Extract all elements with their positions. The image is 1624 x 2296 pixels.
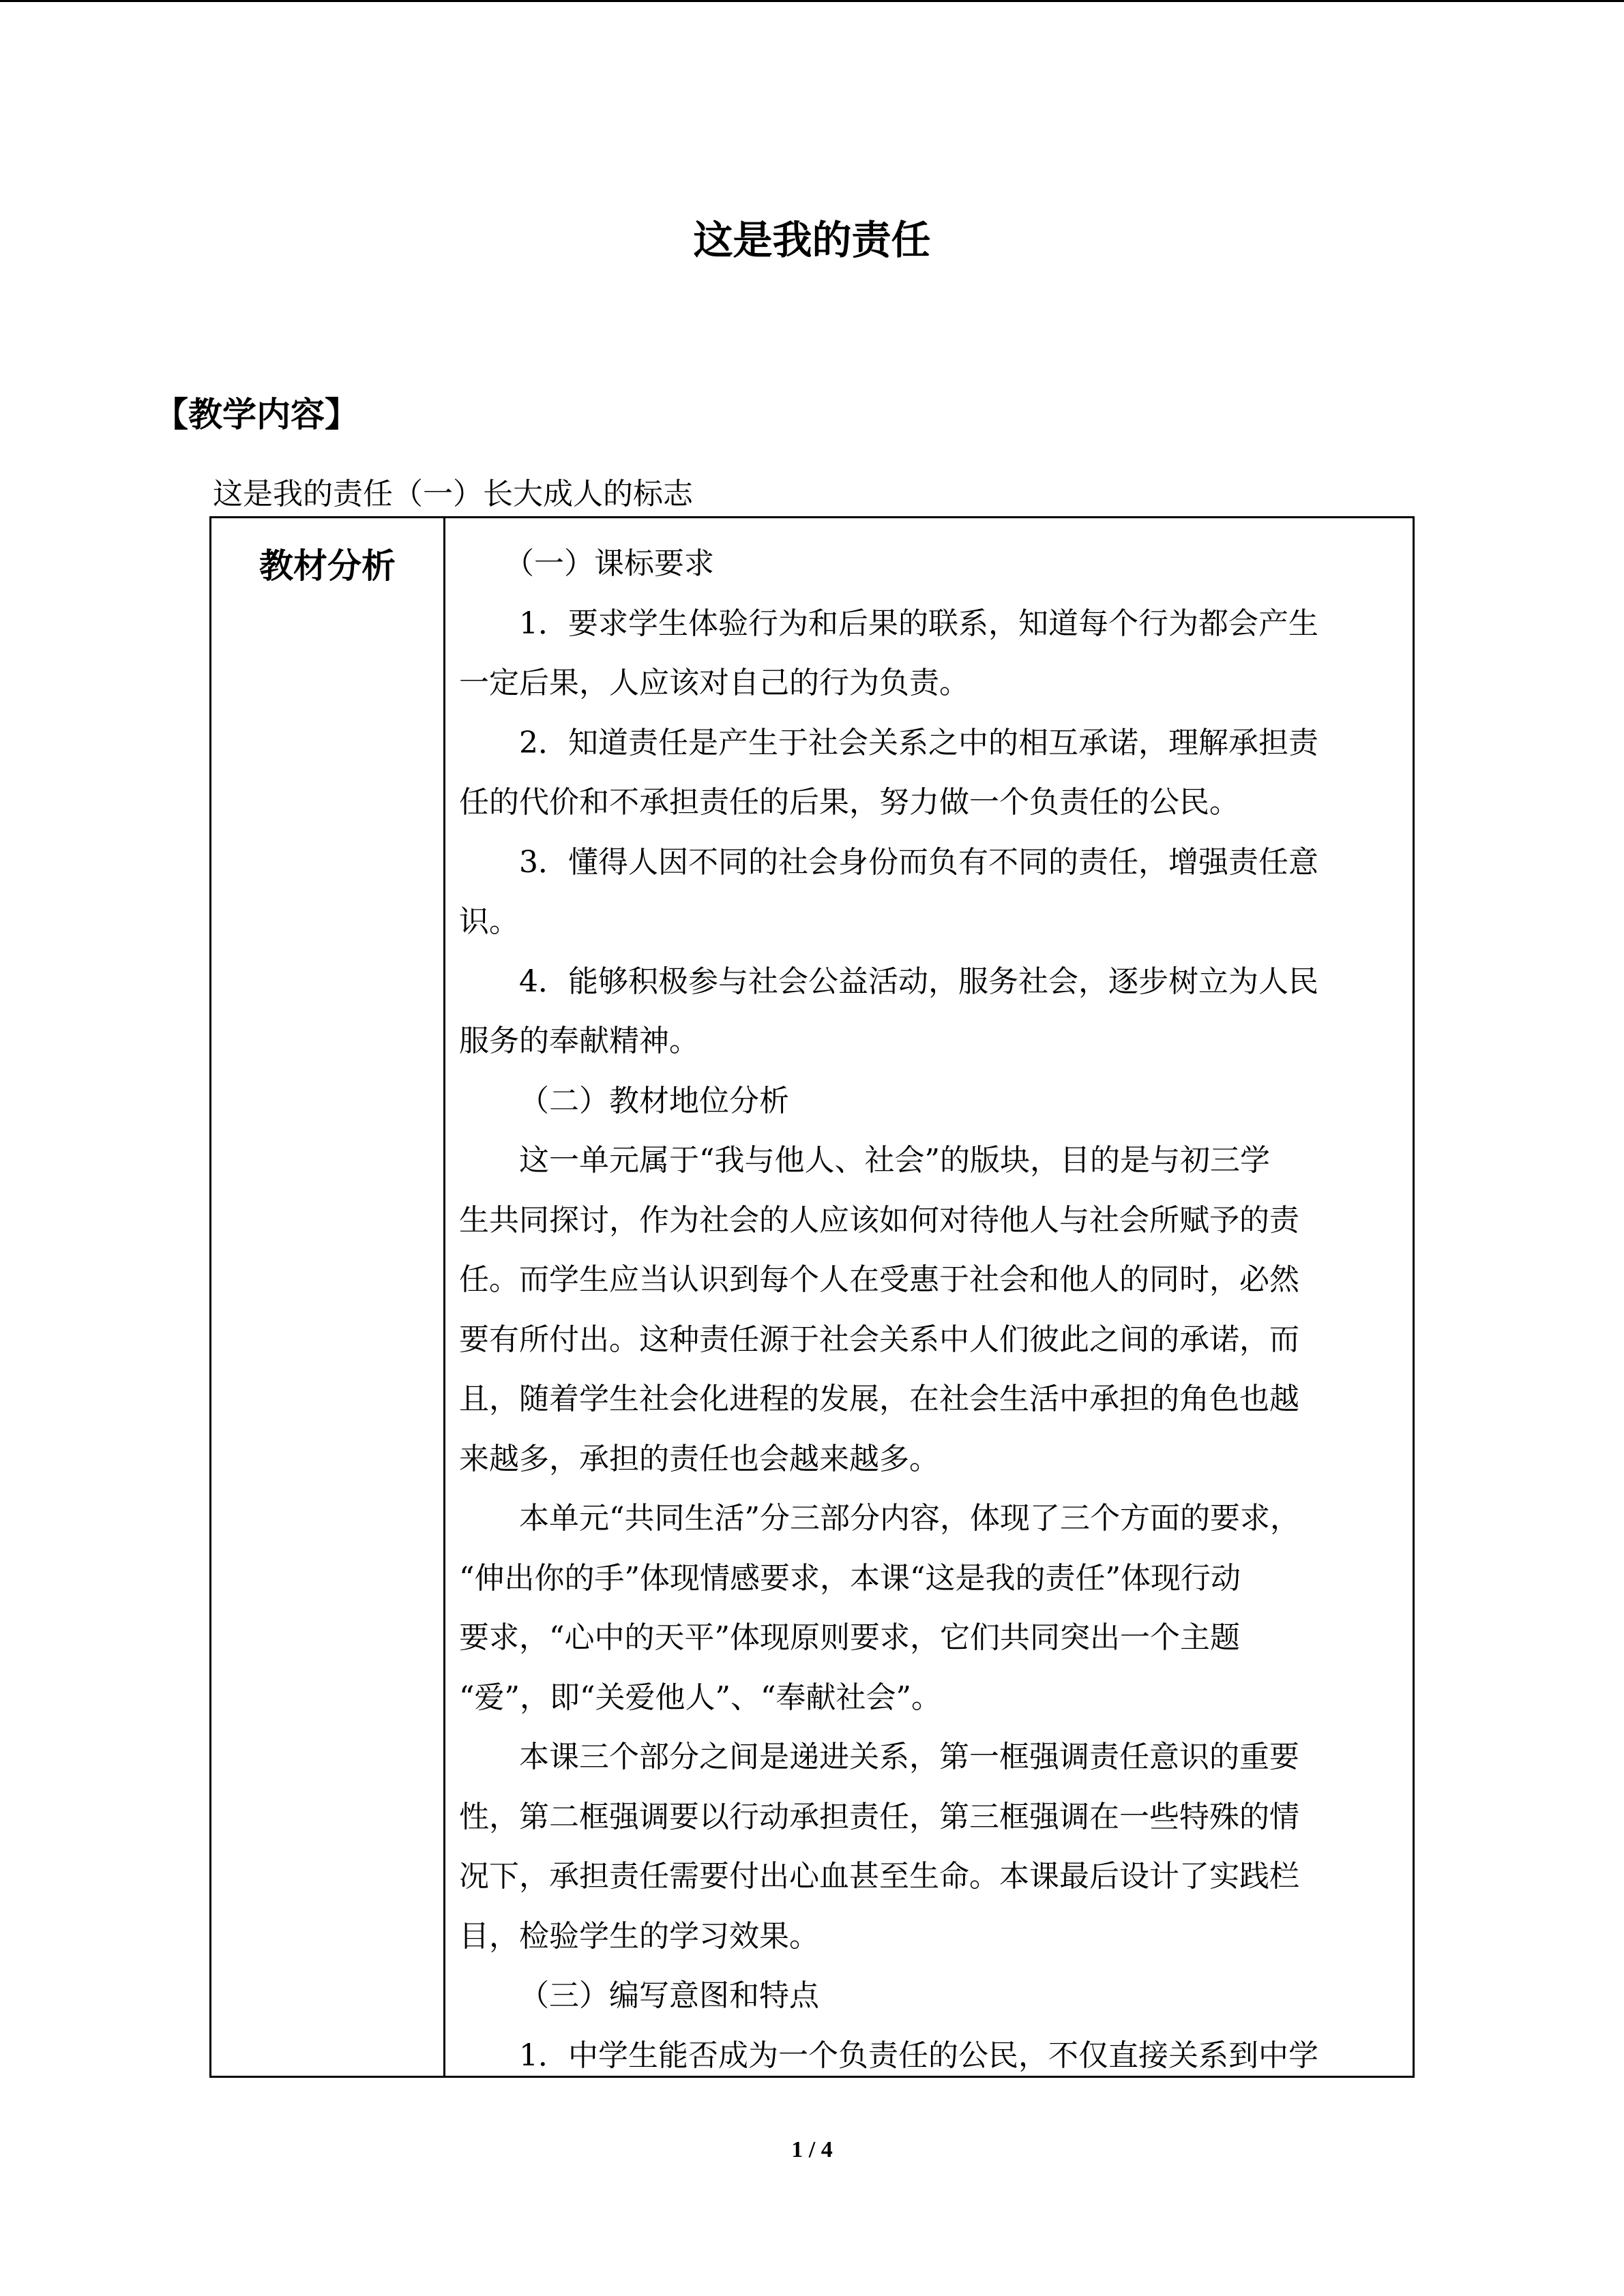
content-line: 况下，承担责任需要付出心血甚至生命。本课最后设计了实践栏 bbox=[459, 1859, 1299, 1894]
page-number: 1 / 4 bbox=[791, 2137, 833, 2162]
content-line: 生共同探讨，作为社会的人应该如何对待他人与社会所赋予的责 bbox=[459, 1202, 1299, 1238]
content-line: 要求，“心中的天平”体现原则要求，它们共同突出一个主题 bbox=[459, 1620, 1240, 1655]
top-border-line bbox=[0, 0, 1624, 2]
content-line: 任。而学生应当认识到每个人在受惠于社会和他人的同时，必然 bbox=[459, 1262, 1299, 1297]
content-line: （三）编写意图和特点 bbox=[519, 1978, 819, 2013]
content-line: 2．知道责任是产生于社会关系之中的相互承诺，理解承担责 bbox=[519, 725, 1318, 760]
content-line: 识。 bbox=[459, 904, 519, 939]
table-column-divider bbox=[443, 518, 445, 2076]
lesson-subtitle: 这是我的责任（一）长大成人的标志 bbox=[213, 477, 693, 511]
content-line: 1．要求学生体验行为和后果的联系，知道每个行为都会产生 bbox=[519, 606, 1318, 641]
document-title: 这是我的责任 bbox=[693, 217, 931, 263]
table-content-cell bbox=[459, 534, 1404, 2085]
section-heading: 【教学内容】 bbox=[154, 395, 359, 434]
content-line: 来越多，承担的责任也会越来越多。 bbox=[459, 1441, 939, 1476]
content-line: （二）教材地位分析 bbox=[519, 1083, 789, 1118]
content-line: 本单元“共同生活”分三部分内容，体现了三个方面的要求， bbox=[519, 1501, 1300, 1536]
content-line: 目，检验学生的学习效果。 bbox=[459, 1918, 819, 1954]
content-line: 1．中学生能否成为一个负责任的公民，不仅直接关系到中学 bbox=[519, 2038, 1318, 2073]
content-line: 3．懂得人因不同的社会身份而负有不同的责任，增强责任意 bbox=[519, 844, 1318, 880]
content-line: 本课三个部分之间是递进关系，第一框强调责任意识的重要 bbox=[519, 1740, 1299, 1774]
content-line: “爱”，即“关爱他人”、“奉献社会”。 bbox=[459, 1680, 941, 1715]
content-line: 服务的奉献精神。 bbox=[459, 1024, 699, 1058]
content-line: 4．能够积极参与社会公益活动，服务社会，逐步树立为人民 bbox=[519, 964, 1318, 999]
analysis-table bbox=[209, 516, 1415, 2078]
content-line: 任的代价和不承担责任的后果，努力做一个负责任的公民。 bbox=[459, 785, 1239, 820]
content-line: 性，第二框强调要以行动承担责任，第三框强调在一些特殊的情 bbox=[459, 1799, 1299, 1834]
content-line: 这一单元属于“我与他人、社会”的版块，目的是与初三学 bbox=[519, 1143, 1270, 1178]
content-line: 要有所付出。这种责任源于社会关系中人们彼此之间的承诺，而 bbox=[459, 1322, 1299, 1357]
table-label-cell: 教材分析 bbox=[259, 546, 396, 586]
content-line: 一定后果，人应该对自己的行为负责。 bbox=[459, 666, 969, 700]
content-line: 且，随着学生社会化进程的发展，在社会生活中承担的角色也越 bbox=[459, 1382, 1299, 1416]
content-line: （一）课标要求 bbox=[504, 546, 714, 581]
content-line: “伸出你的手”体现情感要求，本课“这是我的责任”体现行动 bbox=[459, 1560, 1241, 1596]
